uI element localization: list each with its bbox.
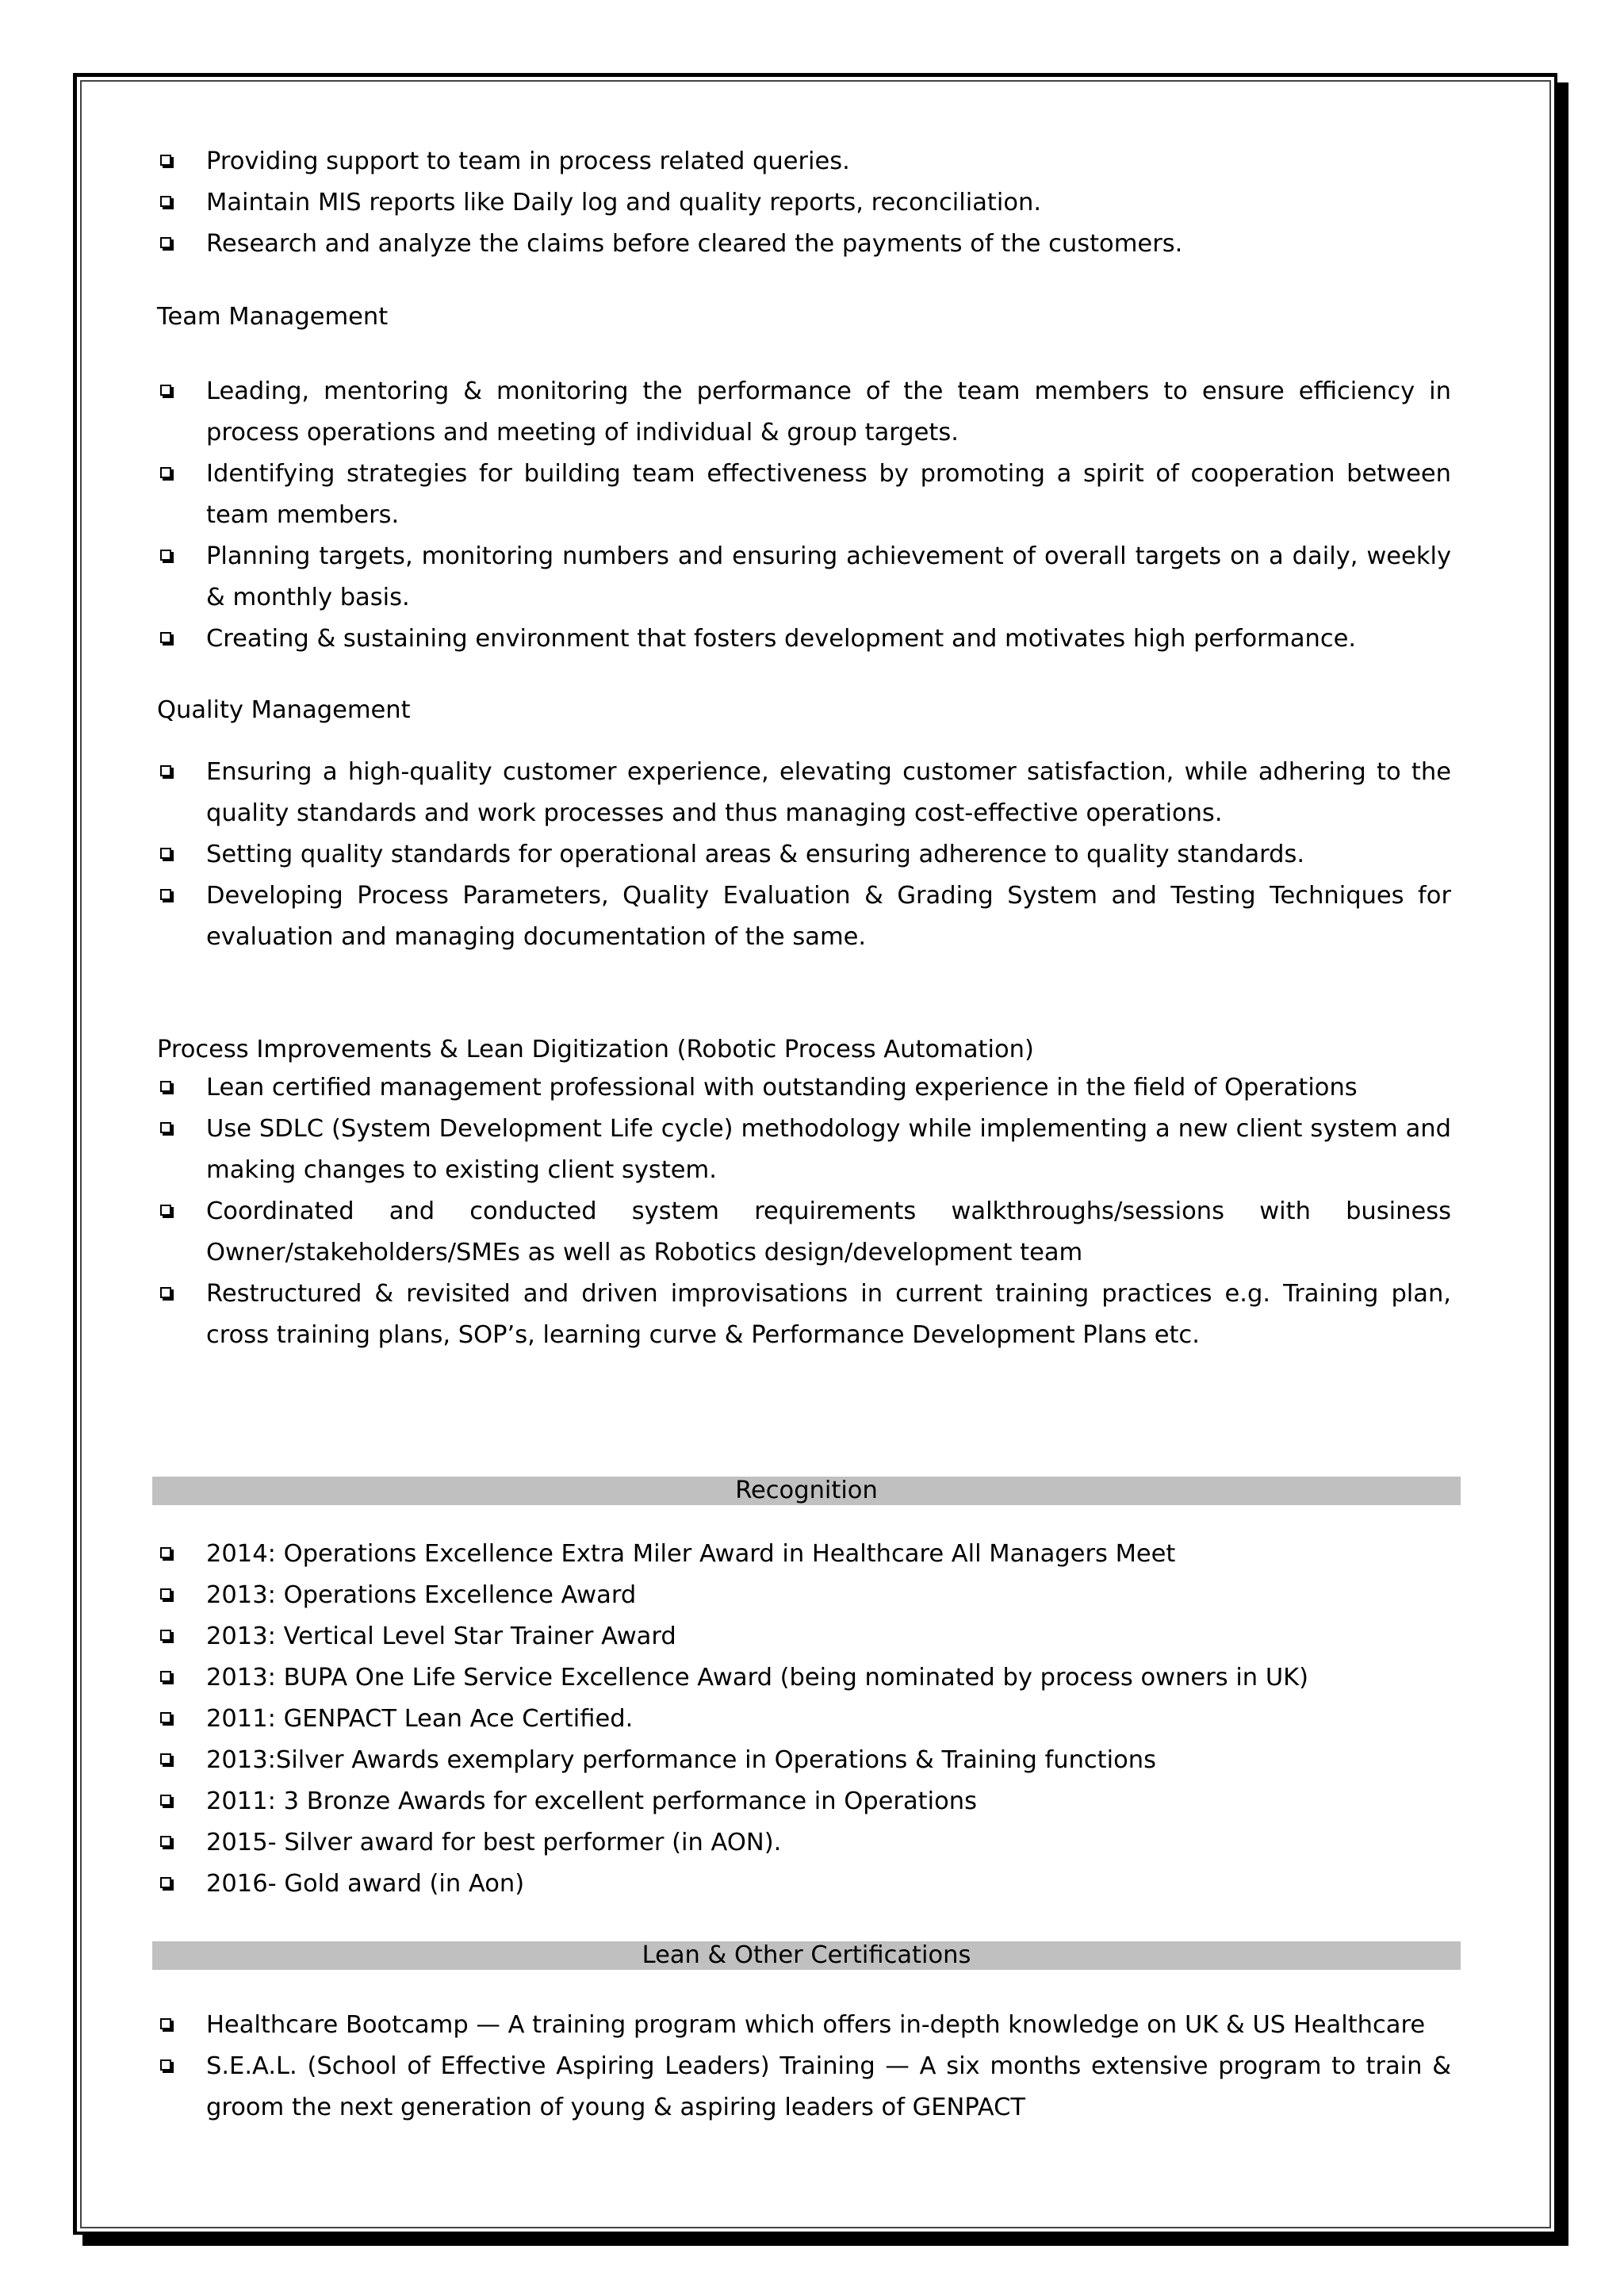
list-item: Identifying strategies for building team effectiveness by promoting a spirit of cooperation between team members. xyxy=(157,454,1451,536)
checkbox-bullet-icon xyxy=(160,385,171,396)
list-item: Providing support to team in process related queries. xyxy=(157,141,1451,182)
list-item: Creating & sustaining environment that fosters development and motivates high performance. xyxy=(157,619,1451,660)
checkbox-bullet-icon xyxy=(160,155,171,166)
checkbox-bullet-icon xyxy=(160,237,171,248)
process-improvements-heading: Process Improvements & Lean Digitization (Robotic Process Automation) xyxy=(157,1036,1034,1063)
list-item: 2015- Silver award for best performer (in AON). xyxy=(157,1822,1451,1864)
recognition-block xyxy=(157,1534,1451,1905)
checkbox-bullet-icon xyxy=(160,2018,171,2029)
list-item: Setting quality standards for operational areas & ensuring adherence to quality standards. xyxy=(157,834,1451,875)
checkbox-bullet-icon xyxy=(160,467,171,478)
list-item: Maintain MIS reports like Daily log and quality reports, reconciliation. xyxy=(157,182,1451,224)
list-item: 2013: Operations Excellence Award xyxy=(157,1575,1451,1616)
intro-bullets-block xyxy=(157,141,1451,265)
list-item: Ensuring a high-quality customer experience, elevating customer satisfaction, while adhering to the quality standards and work processes and thus managing cost-effective operations. xyxy=(157,752,1451,834)
list-item: Healthcare Bootcamp — A training program which offers in-depth knowledge on UK & US Healthcare xyxy=(157,2005,1451,2046)
checkbox-bullet-icon xyxy=(160,1753,171,1764)
list-item: Research and analyze the claims before cleared the payments of the customers. xyxy=(157,224,1451,265)
quality-management-block xyxy=(157,752,1451,958)
certifications-section-bar: Lean & Other Certifications xyxy=(152,1941,1461,1970)
list-item: 2013:Silver Awards exemplary performance in Operations & Training functions xyxy=(157,1740,1451,1781)
team-management-list xyxy=(157,371,1451,660)
checkbox-bullet-icon xyxy=(160,1795,171,1806)
list-item: Use SDLC (System Development Life cycle) methodology while implementing a new client system and making changes to existing client system. xyxy=(157,1109,1451,1191)
list-item: 2014: Operations Excellence Extra Miler Award in Healthcare All Managers Meet xyxy=(157,1534,1451,1575)
list-item: S.E.A.L. (School of Effective Aspiring Leaders) Training — A six months extensive program to train & groom the next generation of young & aspiring leaders of GENPACT xyxy=(157,2046,1451,2128)
checkbox-bullet-icon xyxy=(160,1712,171,1723)
checkbox-bullet-icon xyxy=(160,1588,171,1600)
quality-management-list xyxy=(157,752,1451,958)
checkbox-bullet-icon xyxy=(160,889,171,900)
list-item: Lean certified management professional with outstanding experience in the field of Operations xyxy=(157,1067,1451,1109)
recognition-list xyxy=(157,1534,1451,1905)
list-item: Developing Process Parameters, Quality Evaluation & Grading System and Testing Techniques for evaluation and managing documentation of the same. xyxy=(157,875,1451,958)
certifications-list xyxy=(157,2005,1451,2128)
checkbox-bullet-icon xyxy=(160,848,171,859)
list-item: Leading, mentoring & monitoring the performance of the team members to ensure efficiency in process operations and meeting of individual & group targets. xyxy=(157,371,1451,454)
list-item: 2011: 3 Bronze Awards for excellent performance in Operations xyxy=(157,1781,1451,1822)
checkbox-bullet-icon xyxy=(160,1122,171,1133)
process-improvements-block xyxy=(157,1067,1451,1356)
team-management-heading: Team Management xyxy=(157,303,389,331)
checkbox-bullet-icon xyxy=(160,2059,171,2071)
checkbox-bullet-icon xyxy=(160,765,171,776)
checkbox-bullet-icon xyxy=(160,632,171,643)
list-item: 2013: Vertical Level Star Trainer Award xyxy=(157,1616,1451,1657)
quality-management-heading: Quality Management xyxy=(157,696,411,724)
checkbox-bullet-icon xyxy=(160,1205,171,1216)
checkbox-bullet-icon xyxy=(160,1287,171,1298)
list-item: Restructured & revisited and driven improvisations in current training practices e.g. Training plan, cross training plans, SOP’s, learning curve & Performance Development Plans etc. xyxy=(157,1274,1451,1356)
intro-bullet-list xyxy=(157,141,1451,265)
list-item: 2013: BUPA One Life Service Excellence Award (being nominated by process owners in UK) xyxy=(157,1657,1451,1699)
checkbox-bullet-icon xyxy=(160,1547,171,1558)
process-improvements-list xyxy=(157,1067,1451,1356)
list-item: 2016- Gold award (in Aon) xyxy=(157,1864,1451,1905)
list-item: 2011: GENPACT Lean Ace Certified. xyxy=(157,1699,1451,1740)
team-management-block xyxy=(157,371,1451,660)
checkbox-bullet-icon xyxy=(160,1630,171,1641)
checkbox-bullet-icon xyxy=(160,1671,171,1682)
list-item: Coordinated and conducted system requirements walkthroughs/sessions with business Owner/stakeholders/SMEs as well as Robotics design/development team xyxy=(157,1191,1451,1274)
checkbox-bullet-icon xyxy=(160,1877,171,1888)
checkbox-bullet-icon xyxy=(160,1836,171,1847)
checkbox-bullet-icon xyxy=(160,550,171,561)
checkbox-bullet-icon xyxy=(160,1081,171,1092)
recognition-section-bar: Recognition xyxy=(152,1477,1461,1505)
list-item: Planning targets, monitoring numbers and ensuring achievement of overall targets on a daily, weekly & monthly basis. xyxy=(157,536,1451,619)
checkbox-bullet-icon xyxy=(160,196,171,207)
certifications-block xyxy=(157,2005,1451,2128)
